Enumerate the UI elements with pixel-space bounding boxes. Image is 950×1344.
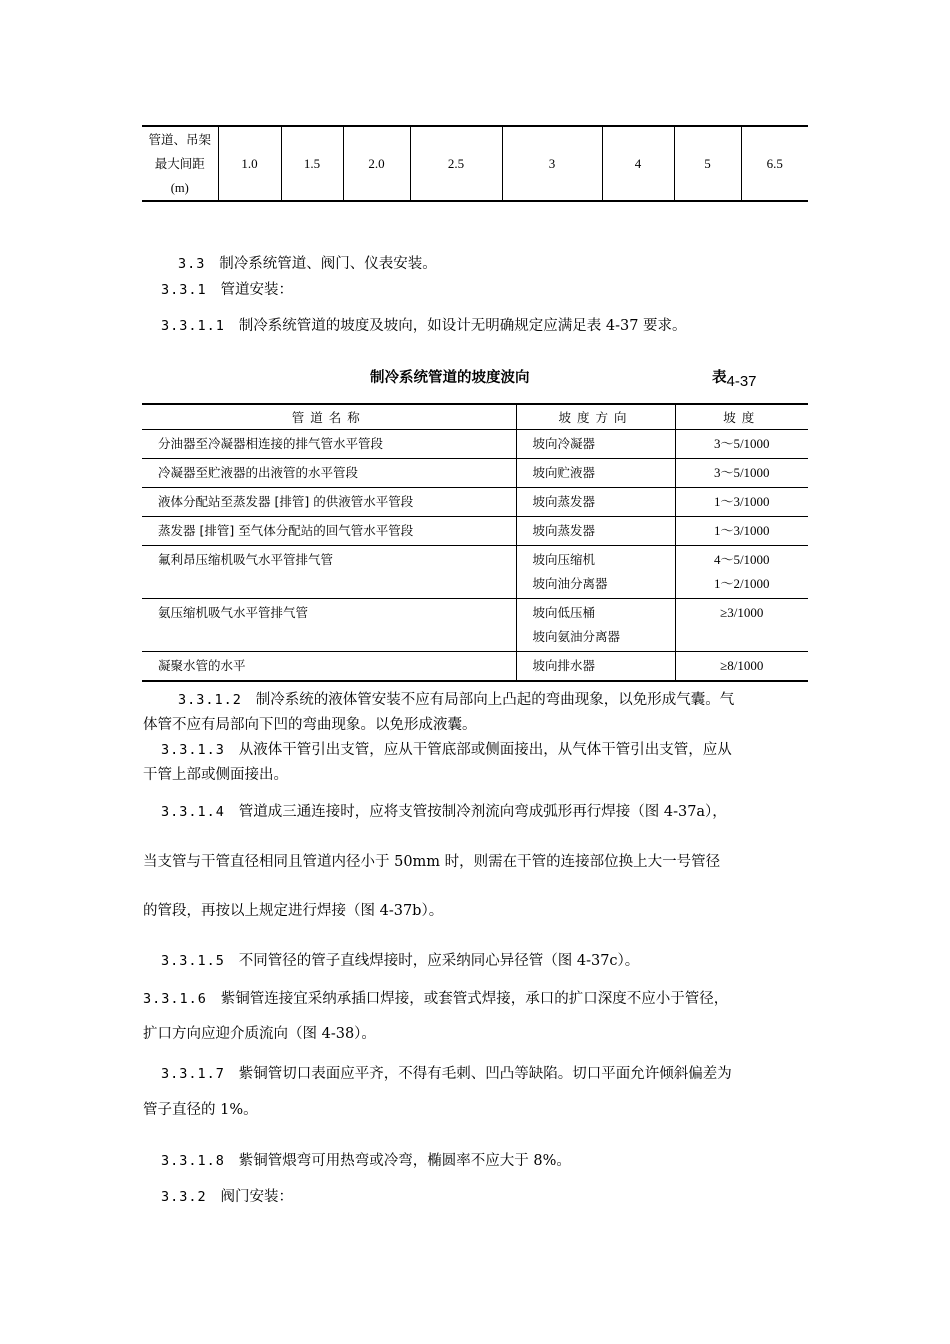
direction-cell: 坡向排水器 (516, 652, 675, 682)
spacing-value-cell: 3 (502, 126, 602, 201)
pipe-name-cell: 蒸发器 [排管] 至气体分配站的回气管水平管段 (142, 517, 516, 546)
section-number: 3.3.1.2 (178, 692, 242, 708)
spacing-value-cell: 6.5 (741, 126, 808, 201)
paragraph-text: 制冷系统管道的坡度及坡向，如设计无明确规定应满足表 4-37 要求。 (238, 318, 687, 334)
slope-cell: 1～3/1000 (675, 488, 808, 517)
section-number: 3.3 (178, 256, 206, 272)
paragraph-3-3-1-7 (161, 1064, 732, 1084)
direction-line: 坡向低压桶 (532, 605, 596, 620)
table-number (712, 366, 757, 390)
table-label: 表 (712, 370, 727, 386)
table-row (142, 546, 808, 599)
pipe-name-cell: 氟利昂压缩机吸气水平管排气管 (142, 546, 516, 599)
slope-line: 4～5/1000 (713, 552, 770, 567)
section-3-3-2-heading (161, 1187, 293, 1207)
direction-line: 坡向油分离器 (532, 576, 608, 591)
paragraph-3-3-1-6 (143, 989, 728, 1009)
pipe-name-cell: 凝聚水管的水平 (142, 652, 516, 682)
section-text: 制冷系统管道、阀门、仪表安装。 (219, 256, 437, 272)
slope-cell: ≥3/1000 (675, 599, 808, 652)
spacing-header-cell (142, 126, 218, 201)
direction-cell: 坡向蒸发器 (516, 517, 675, 546)
column-header: 坡度方向 (516, 404, 675, 430)
section-number: 3.3.1.5 (161, 953, 225, 969)
slope-table (142, 403, 808, 682)
paragraph-3-3-1-5 (161, 951, 639, 971)
paragraph-3-3-1-2 (178, 690, 734, 710)
spacing-header-line: (m) (170, 180, 189, 195)
table-row (142, 488, 808, 517)
paragraph-3-3-1-1 (161, 316, 687, 336)
section-number: 3.3.2 (161, 1189, 207, 1205)
pipe-name-cell: 氨压缩机吸气水平管排气管 (142, 599, 516, 652)
section-number: 3.3.1.6 (143, 991, 207, 1007)
paragraph-line: 的管段，再按以上规定进行焊接（图 4-37b）。 (143, 903, 444, 919)
slope-line: 1～2/1000 (713, 576, 770, 591)
section-number: 3.3.1.3 (161, 742, 225, 758)
spacing-value-cell: 4 (602, 126, 674, 201)
section-text: 阀门安装： (220, 1189, 293, 1205)
section-number: 3.3.1.4 (161, 804, 225, 820)
pipe-spacing-table (142, 125, 808, 202)
table-row (142, 517, 808, 546)
slope-cell: ≥8/1000 (675, 652, 808, 682)
paragraph-text: 制冷系统的液体管安装不应有局部向上凸起的弯曲现象，以免形成气囊。气 (255, 692, 735, 708)
slope-cell: 1～3/1000 (675, 517, 808, 546)
section-text: 管道安装： (220, 282, 293, 298)
section-number: 3.3.1.8 (161, 1153, 225, 1169)
slope-cell: 3～5/1000 (675, 459, 808, 488)
section-number: 3.3.1.7 (161, 1066, 225, 1082)
spacing-value-cell: 1.0 (218, 126, 281, 201)
pipe-name-cell: 分油器至冷凝器相连接的排气管水平管段 (142, 430, 516, 459)
spacing-header-line: 最大间距 (154, 155, 205, 171)
section-number: 3.3.1 (161, 282, 207, 298)
paragraph-text: 管道成三通连接时，应将支管按制冷剂流向弯成弧形再行焊接（图 4-37a）， (238, 804, 727, 820)
table-row (142, 459, 808, 488)
paragraph-line: 当支管与干管直径相同且管道内径小于 50mm 时，则需在干管的连接部位换上大一号管径 (143, 854, 721, 870)
paragraph-3-3-1-8 (161, 1151, 571, 1171)
paragraph-line: 扩口方向应迎介质流向（图 4-38）。 (143, 1026, 376, 1042)
paragraph-text: 不同管径的管子直线焊接时，应采纳同心异径管（图 4-37c）。 (238, 953, 640, 969)
slope-cell: 3～5/1000 (675, 430, 808, 459)
table-row (142, 599, 808, 652)
paragraph-line: 干管上部或侧面接出。 (143, 767, 288, 783)
section-number: 3.3.1.1 (161, 318, 225, 334)
table-header-row (142, 404, 808, 430)
pipe-name-cell: 液体分配站至蒸发器 [排管] 的供液管水平管段 (142, 488, 516, 517)
direction-cell (516, 546, 675, 599)
paragraph-text: 从液体干管引出支管，应从干管底部或侧面接出，从气体干管引出支管，应从 (238, 742, 732, 758)
pipe-name-cell: 冷凝器至贮液器的出液管的水平管段 (142, 459, 516, 488)
paragraph-3-3-1-3 (161, 740, 732, 760)
direction-cell (516, 599, 675, 652)
paragraph-3-3-1-4 (161, 802, 727, 822)
table-row (142, 652, 808, 682)
column-header: 坡度 (675, 404, 808, 430)
spacing-value-cell: 1.5 (281, 126, 343, 201)
direction-cell: 坡向冷凝器 (516, 430, 675, 459)
table-caption: 制冷系统管道的坡度波向 (370, 370, 530, 386)
table-row (142, 430, 808, 459)
paragraph-text: 紫铜管连接宜采纳承插口焊接，或套管式焊接，承口的扩口深度不应小于管径， (220, 991, 729, 1007)
section-3-3-heading (178, 254, 437, 274)
paragraph-text: 紫铜管煨弯可用热弯或冷弯，椭圆率不应大于 8%。 (238, 1153, 571, 1169)
table-number-value: 4-37 (726, 373, 757, 390)
spacing-value-cell: 5 (674, 126, 741, 201)
paragraph-text: 紫铜管切口表面应平齐，不得有毛刺、凹凸等缺陷。切口平面允许倾斜偏差为 (238, 1066, 732, 1082)
spacing-header-line: 管道、吊架 (148, 131, 211, 147)
spacing-value-cell: 2.5 (410, 126, 502, 201)
direction-cell: 坡向贮液器 (516, 459, 675, 488)
direction-cell: 坡向蒸发器 (516, 488, 675, 517)
direction-line: 坡向压缩机 (532, 552, 596, 567)
direction-line: 坡向氨油分离器 (532, 629, 621, 644)
slope-cell (675, 546, 808, 599)
section-3-3-1-heading (161, 280, 293, 300)
paragraph-line: 体管不应有局部向下凹的弯曲现象。以免形成液囊。 (143, 717, 477, 733)
spacing-value-cell: 2.0 (343, 126, 410, 201)
column-header: 管道名称 (142, 404, 516, 430)
paragraph-line: 管子直径的 1%。 (143, 1102, 258, 1118)
table-row (142, 126, 808, 201)
